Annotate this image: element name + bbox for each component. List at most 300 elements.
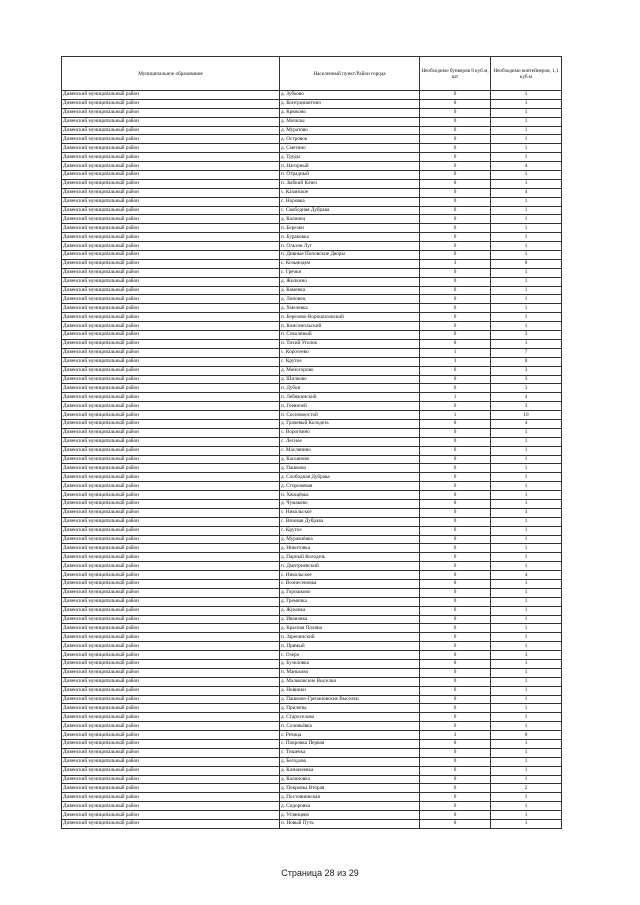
- cell-settlement: п. Комсомольский: [280, 322, 420, 331]
- cell-municipality: Дивенский муниципальный район: [62, 162, 280, 171]
- cell-bunkers: 0: [420, 375, 491, 384]
- header-containers: Необходимо контейнеров, 1,1 куб.м: [491, 57, 562, 91]
- cell-municipality: Дивенский муниципальный район: [62, 579, 280, 588]
- cell-settlement: с. Коротеево: [280, 348, 420, 357]
- cell-bunkers: 0: [420, 144, 491, 153]
- cell-containers: 1: [491, 464, 562, 473]
- table-row: [62, 393, 562, 402]
- cell-settlement: п. Дивные Поповские Дворы: [280, 251, 420, 260]
- table-row: [62, 446, 562, 455]
- cell-containers: 1: [491, 455, 562, 464]
- cell-settlement: д. Моногорово: [280, 366, 420, 375]
- cell-settlement: п. Нагорный: [280, 162, 420, 171]
- data-table-container: [61, 56, 561, 829]
- cell-bunkers: 0: [420, 455, 491, 464]
- table-row: [62, 153, 562, 162]
- table-row: [62, 419, 562, 428]
- cell-settlement: с. Лесное: [280, 437, 420, 446]
- table-row: [62, 268, 562, 277]
- cell-bunkers: 0: [420, 108, 491, 117]
- cell-settlement: д. Бегодово: [280, 757, 420, 766]
- cell-settlement: п. Отрадный: [280, 171, 420, 180]
- cell-bunkers: 0: [420, 740, 491, 749]
- cell-bunkers: 0: [420, 597, 491, 606]
- table-row: [62, 215, 562, 224]
- cell-municipality: Дивенский муниципальный район: [62, 588, 280, 597]
- cell-settlement: д. Мочилы: [280, 117, 420, 126]
- cell-municipality: Дивенский муниципальный район: [62, 224, 280, 233]
- table-row: [62, 660, 562, 669]
- cell-bunkers: 0: [420, 91, 491, 100]
- table-row: [62, 251, 562, 260]
- cell-settlement: д. Сторожевая: [280, 482, 420, 491]
- cell-municipality: Дивенский муниципальный район: [62, 775, 280, 784]
- cell-settlement: д. Мальковские Выселки: [280, 677, 420, 686]
- cell-settlement: п. Гоевичей: [280, 402, 420, 411]
- cell-bunkers: 0: [420, 660, 491, 669]
- cell-bunkers: 0: [420, 722, 491, 731]
- table-row: [62, 579, 562, 588]
- cell-containers: 4: [491, 419, 562, 428]
- table-row: [62, 277, 562, 286]
- cell-containers: 4: [491, 162, 562, 171]
- cell-containers: 1: [491, 588, 562, 597]
- cell-bunkers: 0: [420, 526, 491, 535]
- table-row: [62, 491, 562, 500]
- cell-municipality: Дивенский муниципальный район: [62, 375, 280, 384]
- cell-containers: 2: [491, 784, 562, 793]
- cell-settlement: д. Зубково: [280, 91, 420, 100]
- cell-municipality: Дивенский муниципальный район: [62, 784, 280, 793]
- cell-municipality: Дивенский муниципальный район: [62, 188, 280, 197]
- cell-bunkers: 0: [420, 571, 491, 580]
- table-row: [62, 411, 562, 420]
- cell-municipality: Дивенский муниципальный район: [62, 446, 280, 455]
- cell-containers: 1: [491, 233, 562, 242]
- table-row: [62, 304, 562, 313]
- cell-municipality: Дивенский муниципальный район: [62, 419, 280, 428]
- table-row: [62, 526, 562, 535]
- cell-municipality: Дивенский муниципальный район: [62, 508, 280, 517]
- cell-municipality: Дивенский муниципальный район: [62, 339, 280, 348]
- cell-containers: 1: [491, 820, 562, 829]
- table-row: [62, 508, 562, 517]
- cell-settlement: п. Зыбкий Ключ: [280, 179, 420, 188]
- cell-bunkers: 0: [420, 668, 491, 677]
- cell-settlement: с. Вознесеновка: [280, 579, 420, 588]
- cell-settlement: с. Козьмодем: [280, 259, 420, 268]
- header-bunkers: Необходимо бункеров 8 куб.м, шт: [420, 57, 491, 91]
- cell-containers: 1: [491, 553, 562, 562]
- table-row: [62, 544, 562, 553]
- cell-municipality: Дивенский муниципальный район: [62, 766, 280, 775]
- cell-settlement: с. Норовка: [280, 197, 420, 206]
- cell-bunkers: 0: [420, 402, 491, 411]
- cell-municipality: Дивенский муниципальный район: [62, 411, 280, 420]
- cell-settlement: д. Крюково: [280, 108, 420, 117]
- cell-settlement: п. Лебяжинский: [280, 393, 420, 402]
- table-row: [62, 695, 562, 704]
- cell-municipality: Дивенский муниципальный район: [62, 571, 280, 580]
- cell-settlement: д. Казначеевка: [280, 766, 420, 775]
- cell-containers: 1: [491, 313, 562, 322]
- cell-containers: 1: [491, 517, 562, 526]
- cell-bunkers: 0: [420, 562, 491, 571]
- cell-bunkers: 0: [420, 277, 491, 286]
- cell-municipality: Дивенский муниципальный район: [62, 384, 280, 393]
- table-body: [62, 91, 562, 829]
- table-row: [62, 766, 562, 775]
- cell-settlement: д. Горошково: [280, 588, 420, 597]
- cell-bunkers: 0: [420, 748, 491, 757]
- cell-settlement: д. Хмелевка: [280, 304, 420, 313]
- table-row: [62, 135, 562, 144]
- cell-settlement: д. Липовец: [280, 295, 420, 304]
- cell-municipality: Дивенский муниципальный район: [62, 348, 280, 357]
- cell-settlement: д. Контромантино: [280, 99, 420, 108]
- cell-bunkers: 0: [420, 162, 491, 171]
- table-row: [62, 171, 562, 180]
- table-row: [62, 357, 562, 366]
- table-row: [62, 731, 562, 740]
- cell-settlement: д. Красная Поляна: [280, 624, 420, 633]
- cell-municipality: Дивенский муниципальный район: [62, 660, 280, 669]
- cell-bunkers: 0: [420, 588, 491, 597]
- cell-municipality: Дивенский муниципальный район: [62, 135, 280, 144]
- cell-municipality: Дивенский муниципальный район: [62, 473, 280, 482]
- cell-bunkers: 0: [420, 233, 491, 242]
- cell-bunkers: 0: [420, 704, 491, 713]
- table-row: [62, 286, 562, 295]
- cell-containers: 1: [491, 473, 562, 482]
- cell-containers: 1: [491, 215, 562, 224]
- cell-settlement: д. Жилкино: [280, 277, 420, 286]
- cell-bunkers: 0: [420, 153, 491, 162]
- cell-bunkers: 0: [420, 473, 491, 482]
- table-row: [62, 571, 562, 580]
- table-row: [62, 802, 562, 811]
- cell-containers: 1: [491, 179, 562, 188]
- cell-municipality: Дивенский муниципальный район: [62, 597, 280, 606]
- cell-settlement: п. Тихий Уголок: [280, 339, 420, 348]
- cell-bunkers: 0: [420, 784, 491, 793]
- cell-municipality: Дивенский муниципальный район: [62, 464, 280, 473]
- cell-settlement: д. Пашково-Гречановские Выселки: [280, 695, 420, 704]
- table-row: [62, 473, 562, 482]
- cell-bunkers: 0: [420, 686, 491, 695]
- cell-municipality: Дивенский муниципальный район: [62, 757, 280, 766]
- table-row: [62, 331, 562, 340]
- cell-bunkers: 0: [420, 304, 491, 313]
- table-row: [62, 740, 562, 749]
- page-number: Страница 28 из 29: [281, 868, 359, 878]
- cell-settlement: д. Пашково: [280, 464, 420, 473]
- cell-containers: 1: [491, 153, 562, 162]
- cell-containers: 1: [491, 126, 562, 135]
- table-row: [62, 606, 562, 615]
- cell-containers: 1: [491, 615, 562, 624]
- cell-municipality: Дивенский муниципальный район: [62, 304, 280, 313]
- cell-bunkers: 0: [420, 811, 491, 820]
- cell-municipality: Дивенский муниципальный район: [62, 402, 280, 411]
- cell-settlement: с. Ворогвино: [280, 428, 420, 437]
- cell-settlement: д. Сметино: [280, 144, 420, 153]
- cell-bunkers: 0: [420, 117, 491, 126]
- cell-municipality: Дивенский муниципальный район: [62, 553, 280, 562]
- cell-bunkers: 0: [420, 339, 491, 348]
- table-row: [62, 108, 562, 117]
- cell-settlement: с. Покровка Первая: [280, 740, 420, 749]
- cell-municipality: Дивенский муниципальный район: [62, 99, 280, 108]
- table-row: [62, 117, 562, 126]
- cell-containers: 1: [491, 482, 562, 491]
- cell-municipality: Дивенский муниципальный район: [62, 393, 280, 402]
- table-row: [62, 366, 562, 375]
- cell-settlement: д. Слободная Дубрава: [280, 473, 420, 482]
- cell-containers: 1: [491, 633, 562, 642]
- table-row: [62, 99, 562, 108]
- table-row: [62, 197, 562, 206]
- cell-bunkers: 0: [420, 624, 491, 633]
- header-settlement: Населенный пункт/Район города: [280, 57, 420, 91]
- cell-settlement: д. Каменка: [280, 286, 420, 295]
- cell-bunkers: 0: [420, 179, 491, 188]
- cell-municipality: Дивенский муниципальный район: [62, 740, 280, 749]
- cell-municipality: Дивенский муниципальный район: [62, 277, 280, 286]
- cell-containers: 3: [491, 402, 562, 411]
- cell-municipality: Дивенский муниципальный район: [62, 153, 280, 162]
- table-row: [62, 384, 562, 393]
- cell-bunkers: 0: [420, 171, 491, 180]
- cell-municipality: Дивенский муниципальный район: [62, 695, 280, 704]
- cell-bunkers: 0: [420, 606, 491, 615]
- cell-bunkers: 0: [420, 499, 491, 508]
- table-row: [62, 775, 562, 784]
- cell-municipality: Дивенский муниципальный район: [62, 482, 280, 491]
- table-row: [62, 233, 562, 242]
- cell-settlement: д. Жуковка: [280, 606, 420, 615]
- cell-bunkers: 0: [420, 188, 491, 197]
- table-row: [62, 144, 562, 153]
- cell-bunkers: 0: [420, 677, 491, 686]
- cell-bunkers: 0: [420, 766, 491, 775]
- cell-containers: 1: [491, 642, 562, 651]
- cell-bunkers: 0: [420, 553, 491, 562]
- cell-bunkers: 0: [420, 508, 491, 517]
- cell-settlement: д. Островок: [280, 135, 420, 144]
- cell-settlement: д. Труды: [280, 153, 420, 162]
- cell-containers: 1: [491, 606, 562, 615]
- cell-municipality: Дивенский муниципальный район: [62, 295, 280, 304]
- table-row: [62, 642, 562, 651]
- cell-bunkers: 0: [420, 517, 491, 526]
- cell-municipality: Дивенский муниципальный район: [62, 322, 280, 331]
- table-row: [62, 793, 562, 802]
- cell-bunkers: 0: [420, 99, 491, 108]
- table-row: [62, 313, 562, 322]
- cell-bunkers: 1: [420, 348, 491, 357]
- cell-municipality: Дивенский муниципальный район: [62, 651, 280, 660]
- cell-municipality: Дивенский муниципальный район: [62, 517, 280, 526]
- cell-containers: 1: [491, 597, 562, 606]
- cell-municipality: Дивенский муниципальный район: [62, 491, 280, 500]
- cell-settlement: д. Калинец: [280, 215, 420, 224]
- cell-bunkers: 0: [420, 126, 491, 135]
- cell-settlement: п. Хвощёвка: [280, 491, 420, 500]
- cell-bunkers: 1: [420, 393, 491, 402]
- cell-settlement: с. Казанское: [280, 188, 420, 197]
- cell-settlement: д. Гремячка: [280, 597, 420, 606]
- cell-bunkers: 0: [420, 242, 491, 251]
- cell-containers: 3: [491, 384, 562, 393]
- cell-settlement: д. Муравлёвка: [280, 535, 420, 544]
- cell-containers: 3: [491, 651, 562, 660]
- cell-bunkers: 0: [420, 535, 491, 544]
- cell-municipality: Дивенский муниципальный район: [62, 499, 280, 508]
- cell-settlement: п. Березово-Ворошиловский: [280, 313, 420, 322]
- cell-containers: 0: [491, 259, 562, 268]
- cell-settlement: д. Староселова: [280, 713, 420, 722]
- table-row: [62, 686, 562, 695]
- cell-municipality: Дивенский муниципальный район: [62, 197, 280, 206]
- cell-bunkers: 0: [420, 206, 491, 215]
- cell-settlement: д. Прилепы: [280, 704, 420, 713]
- table-row: [62, 668, 562, 677]
- cell-containers: 1: [491, 91, 562, 100]
- cell-containers: 4: [491, 188, 562, 197]
- cell-bunkers: 0: [420, 713, 491, 722]
- cell-municipality: Дивенский муниципальный район: [62, 544, 280, 553]
- cell-settlement: п. Заречинский: [280, 633, 420, 642]
- cell-municipality: Дивенский муниципальный район: [62, 259, 280, 268]
- cell-containers: 1: [491, 544, 562, 553]
- cell-containers: 1: [491, 108, 562, 117]
- cell-municipality: Дивенский муниципальный район: [62, 455, 280, 464]
- cell-bunkers: 0: [420, 366, 491, 375]
- table-header-row: [62, 57, 562, 91]
- cell-bunkers: 0: [420, 757, 491, 766]
- cell-municipality: Дивенский муниципальный район: [62, 748, 280, 757]
- cell-bunkers: 0: [420, 491, 491, 500]
- cell-containers: 1: [491, 242, 562, 251]
- cell-bunkers: 0: [420, 331, 491, 340]
- cell-containers: 1: [491, 526, 562, 535]
- cell-settlement: с. Гречки: [280, 268, 420, 277]
- cell-containers: 1: [491, 251, 562, 260]
- cell-bunkers: 0: [420, 419, 491, 428]
- cell-settlement: д. Сидоровка: [280, 802, 420, 811]
- cell-containers: 1: [491, 268, 562, 277]
- table-row: [62, 784, 562, 793]
- cell-municipality: Дивенский муниципальный район: [62, 206, 280, 215]
- cell-settlement: д. Парный Колодезь: [280, 553, 420, 562]
- cell-containers: 3: [491, 375, 562, 384]
- table-row: [62, 126, 562, 135]
- cell-containers: 3: [491, 508, 562, 517]
- cell-municipality: Дивенский муниципальный район: [62, 251, 280, 260]
- cell-bunkers: 0: [420, 820, 491, 829]
- cell-municipality: Дивенский муниципальный район: [62, 704, 280, 713]
- cell-settlement: д. Муратово: [280, 126, 420, 135]
- cell-settlement: п. Березки: [280, 224, 420, 233]
- cell-bunkers: 0: [420, 384, 491, 393]
- cell-bunkers: 0: [420, 695, 491, 704]
- cell-bunkers: 0: [420, 251, 491, 260]
- cell-bunkers: 0: [420, 482, 491, 491]
- cell-containers: 1: [491, 206, 562, 215]
- cell-containers: 1: [491, 304, 562, 313]
- cell-bunkers: 0: [420, 802, 491, 811]
- cell-settlement: п. Бураковка: [280, 233, 420, 242]
- cell-municipality: Дивенский муниципальный район: [62, 526, 280, 535]
- cell-containers: 1: [491, 677, 562, 686]
- cell-containers: 1: [491, 713, 562, 722]
- cell-municipality: Дивенский муниципальный район: [62, 233, 280, 242]
- cell-containers: 10: [491, 411, 562, 420]
- cell-settlement: с. Маслянино: [280, 446, 420, 455]
- cell-containers: 3: [491, 331, 562, 340]
- cell-settlement: д. Углянцево: [280, 811, 420, 820]
- cell-bunkers: 0: [420, 642, 491, 651]
- cell-municipality: Дивенский муниципальный район: [62, 624, 280, 633]
- table-row: [62, 402, 562, 411]
- cell-containers: 1: [491, 322, 562, 331]
- cell-containers: 1: [491, 428, 562, 437]
- cell-municipality: Дивенский муниципальный район: [62, 793, 280, 802]
- cell-settlement: п. Маньково: [280, 668, 420, 677]
- cell-containers: 1: [491, 793, 562, 802]
- cell-bunkers: 0: [420, 286, 491, 295]
- table-row: [62, 322, 562, 331]
- cell-municipality: Дивенский муниципальный район: [62, 242, 280, 251]
- table-row: [62, 597, 562, 606]
- cell-containers: 1: [491, 171, 562, 180]
- cell-containers: 0: [491, 731, 562, 740]
- cell-municipality: Дивенский муниципальный район: [62, 286, 280, 295]
- cell-containers: 1: [491, 339, 562, 348]
- cell-bunkers: 3: [420, 731, 491, 740]
- cell-containers: 4: [491, 393, 562, 402]
- cell-settlement: с. Вязовая Дубрава: [280, 517, 420, 526]
- table-row: [62, 499, 562, 508]
- cell-containers: 1: [491, 695, 562, 704]
- table-row: [62, 811, 562, 820]
- cell-containers: 1: [491, 224, 562, 233]
- cell-settlement: с. Никольское: [280, 571, 420, 580]
- table-row: [62, 91, 562, 100]
- cell-containers: 1: [491, 446, 562, 455]
- cell-bunkers: 0: [420, 775, 491, 784]
- table-row: [62, 722, 562, 731]
- cell-bunkers: 0: [420, 313, 491, 322]
- cell-settlement: с. Крутое: [280, 526, 420, 535]
- cell-containers: 1: [491, 624, 562, 633]
- cell-settlement: д. Новинки: [280, 686, 420, 695]
- cell-settlement: с. Речица: [280, 731, 420, 740]
- cell-containers: 1: [491, 722, 562, 731]
- table-row: [62, 713, 562, 722]
- cell-bunkers: 0: [420, 215, 491, 224]
- cell-bunkers: 3: [420, 357, 491, 366]
- table-row: [62, 179, 562, 188]
- cell-bunkers: 0: [420, 633, 491, 642]
- cell-containers: 1: [491, 668, 562, 677]
- cell-settlement: п. Соловьёвка: [280, 722, 420, 731]
- cell-containers: 1: [491, 295, 562, 304]
- cell-municipality: Дивенский муниципальный район: [62, 428, 280, 437]
- cell-settlement: п. Новый Путь: [280, 820, 420, 829]
- table-row: [62, 259, 562, 268]
